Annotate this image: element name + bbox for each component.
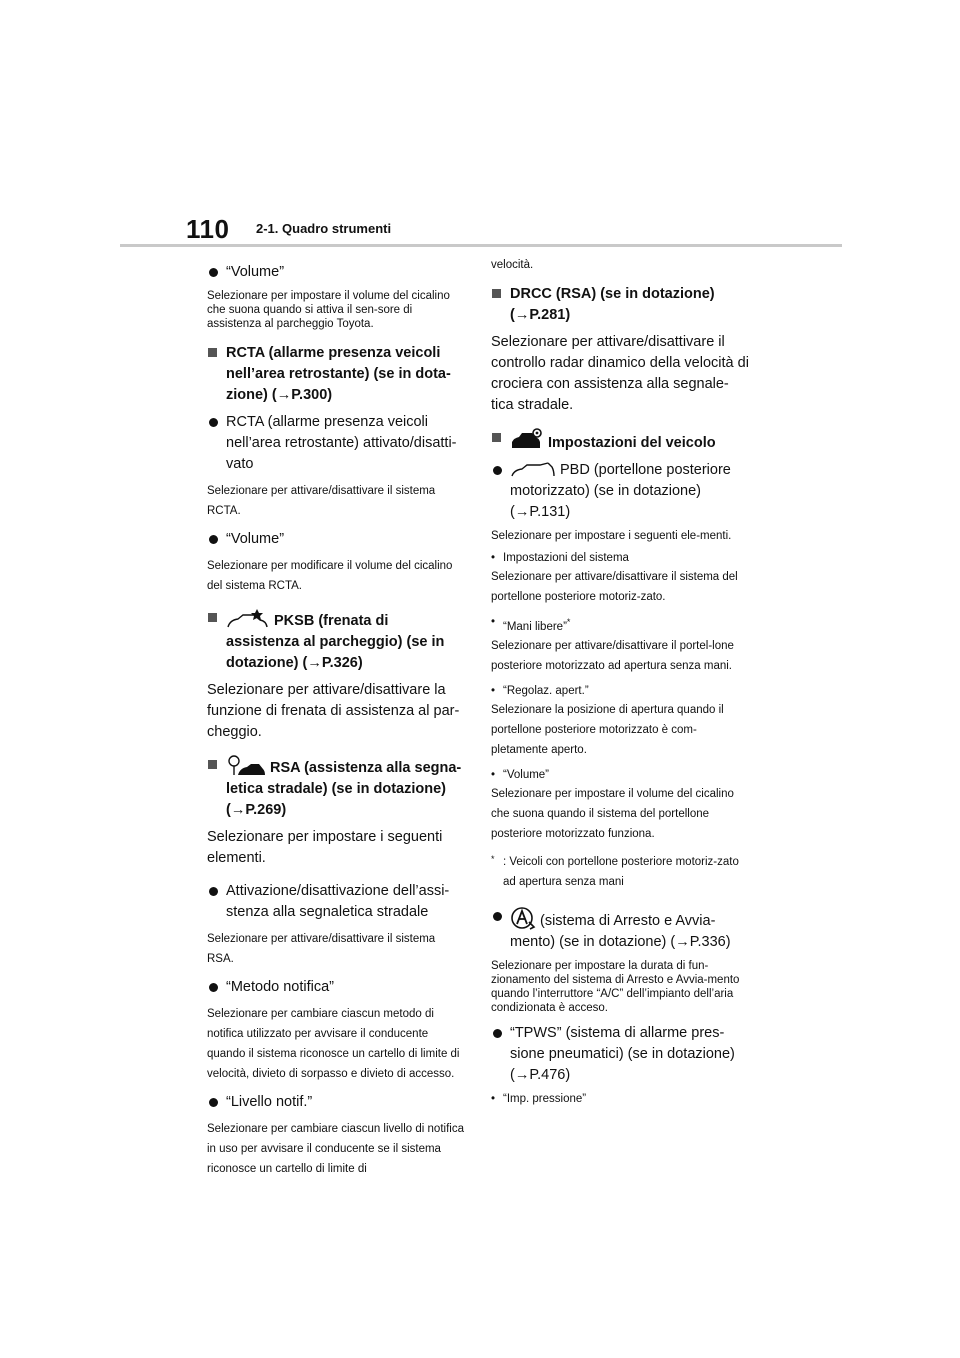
footnote bbox=[491, 852, 749, 892]
hands-free-item bbox=[491, 615, 749, 634]
hands-free-footnote-mark: * bbox=[566, 617, 571, 627]
vehicle-settings-heading-text: Impostazioni del veicolo bbox=[548, 435, 716, 451]
footnote-text: : Veicoli con portellone posteriore motoriz-zato ad apertura senza mani bbox=[503, 855, 739, 888]
system-settings-item: • Impostazioni del sistema bbox=[491, 551, 749, 565]
stop-start-icon bbox=[510, 906, 536, 930]
volume-item-text: Selezionare per impostare il volume del cicalino che suona quando il sistema del portellone posteriore motorizzato funziona. bbox=[491, 787, 734, 840]
rsa-heading-text: RSA (assistenza alla segna-letica stradale) (se in dotazione) (→P.269) bbox=[226, 760, 462, 818]
volume-item: • “Volume” bbox=[491, 768, 749, 782]
system-settings-text: Selezionare per attivare/disattivare il sistema del portellone posteriore motoriz-zato. bbox=[491, 571, 738, 603]
pksb-text: Selezionare per attivare/disattivare la funzione di frenata di assistenza al par-cheggio. bbox=[207, 682, 460, 740]
pksb-icon bbox=[226, 608, 270, 630]
right-column bbox=[491, 258, 749, 1114]
drcc-heading: DRCC (RSA) (se in dotazione) (→P.281) bbox=[491, 284, 749, 326]
stop-start-text: Selezionare per impostare la durata di fun-zionamento del sistema di Arresto e Avvia-mento quando l’interruttore “A/C” dell’impianto dell’aria condizionata è acceso. bbox=[491, 959, 740, 1014]
pressure-setting-item: • “Imp. pressione” bbox=[491, 1092, 749, 1106]
stop-start-heading bbox=[491, 906, 749, 953]
rsa-heading bbox=[207, 755, 465, 821]
pksb-heading bbox=[207, 608, 465, 674]
opening-adjust-item: • “Regolaz. apert.” bbox=[491, 684, 749, 698]
tpws-heading: “TPWS” (sistema di allarme pres-sione pneumatici) (se in dotazione) (→P.476) bbox=[491, 1023, 749, 1086]
livello-heading: “Livello notif.” bbox=[207, 1092, 465, 1113]
pksb-heading-text: PKSB (frenata di assistenza al parcheggio) (se in dotazione) (→P.326) bbox=[226, 613, 445, 671]
livello-text: Selezionare per cambiare ciascun livello di notifica in uso per avvisare il conducente se il sistema riconosce un cartello di limite di bbox=[207, 1123, 464, 1175]
header-divider bbox=[120, 244, 842, 247]
volume1-heading: “Volume” bbox=[207, 262, 465, 283]
pbd-text: Selezionare per impostare i seguenti ele-menti. bbox=[491, 530, 732, 542]
continuation-text: velocità. bbox=[491, 259, 534, 271]
volume2-heading: “Volume” bbox=[207, 529, 465, 550]
rsa-text: Selezionare per impostare i seguenti elementi. bbox=[207, 829, 443, 866]
metodo-heading: “Metodo notifica” bbox=[207, 977, 465, 998]
pbd-heading-text: PBD (portellone posteriore motorizzato) (se in dotazione) (→P.131) bbox=[510, 462, 731, 520]
volume1-text: Selezionare per impostare il volume del cicalino che suona quando si attiva il sen-sore di assistenza al parcheggio Toyota. bbox=[207, 290, 450, 330]
section-title: 2-1. Quadro strumenti bbox=[256, 221, 392, 236]
pbd-icon bbox=[510, 461, 556, 479]
page-number: 110 bbox=[186, 214, 230, 244]
vehicle-settings-icon bbox=[510, 428, 544, 452]
rsa-icon bbox=[226, 755, 266, 777]
hands-free-label: “Mani libere” bbox=[503, 620, 567, 633]
drcc-text: Selezionare per attivare/disattivare il controllo radar dinamico della velocità di crociera con assistenza alla segnale-tica stradale. bbox=[491, 334, 749, 413]
volume2-text: Selezionare per modificare il volume del cicalino del sistema RCTA. bbox=[207, 560, 453, 592]
page-header bbox=[0, 0, 960, 250]
opening-adjust-text: Selezionare la posizione di apertura quando il portellone posteriore motorizzato è com-pletamente aperto. bbox=[491, 703, 724, 756]
footnote-mark: * bbox=[491, 853, 495, 864]
rcta-toggle-text: Selezionare per attivare/disattivare il sistema RCTA. bbox=[207, 485, 436, 517]
pbd-heading bbox=[491, 460, 749, 523]
rcta-heading: RCTA (allarme presenza veicoli nell’area retrostante) (se in dota-zione) (→P.300) bbox=[207, 343, 465, 406]
left-column bbox=[207, 258, 465, 1187]
rcta-toggle-heading: RCTA (allarme presenza veicoli nell’area retrostante) attivato/disatti-vato bbox=[207, 412, 465, 475]
rsa-toggle-heading: Attivazione/disattivazione dell’assi-stenza alla segnaletica stradale bbox=[207, 881, 465, 923]
metodo-text: Selezionare per cambiare ciascun metodo di notifica utilizzato per avvisare il conducente quando il sistema riconosce un cartello di limite di velocità, divieto di sorpasso e divieto di accesso. bbox=[207, 1008, 460, 1080]
stop-start-heading-text: (sistema di Arresto e Avvia-mento) (se in dotazione) (→P.336) bbox=[510, 912, 731, 950]
vehicle-settings-heading bbox=[491, 428, 749, 454]
hands-free-text: Selezionare per attivare/disattivare il portel-lone posteriore motorizzato ad apertura senza mani. bbox=[491, 639, 734, 672]
rsa-toggle-text: Selezionare per attivare/disattivare il sistema RSA. bbox=[207, 933, 436, 965]
